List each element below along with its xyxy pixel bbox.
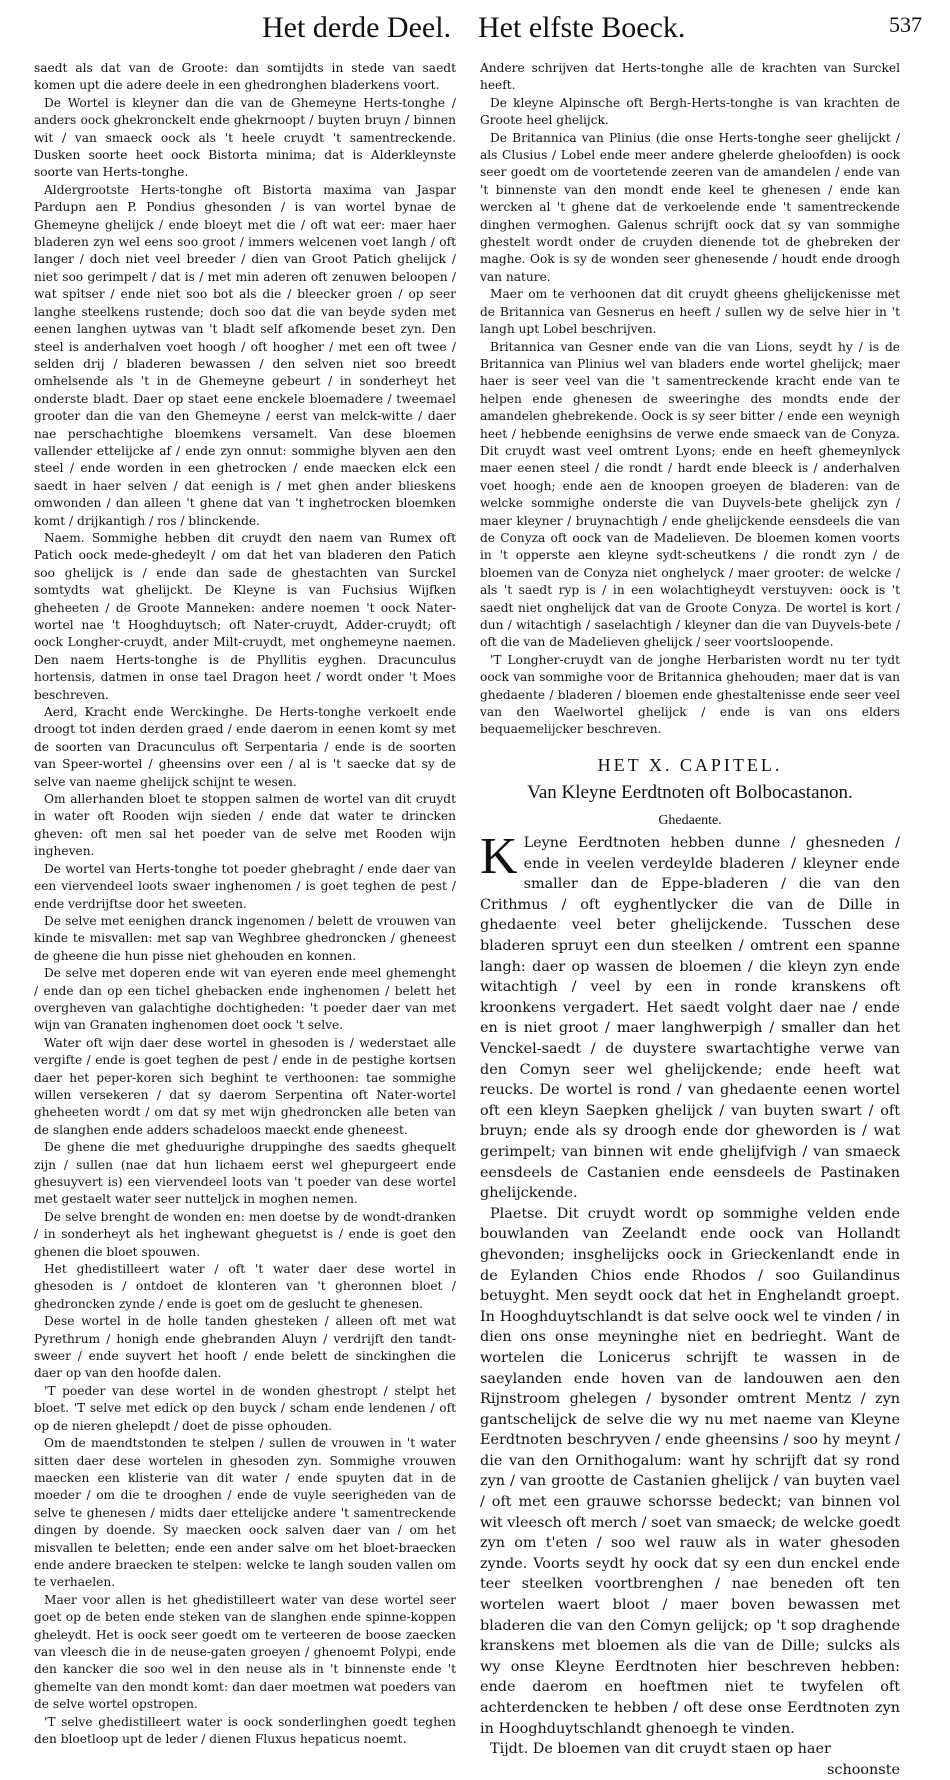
running-head-right: Het elfste Boeck. <box>478 11 686 44</box>
right-column <box>480 60 900 1780</box>
chapter-title: HET X. CAPITEL. <box>597 754 783 775</box>
drop-cap: K <box>480 828 518 886</box>
tijdt-paragraph: Tijdt. De bloemen van dit cruydt staen op haer <box>490 1741 831 1758</box>
right-column-top-text <box>480 60 900 739</box>
left-column-paragraph: De selve met doperen ende wit van eyeren ende meel ghemenght / ende dan op een tichel ghebacken ende inghenomen / belett het overgheven van galachtighe dochtigheden: 't poeder daer van met wijn van Granaten inghenomen doet oock 't selve. <box>34 966 456 1033</box>
left-column-paragraph: De Wortel is kleyner dan die van de Ghemeyne Herts-tonghe / anders oock ghekronckelt ende ghekrnoopt / buyten bruyn / binnen wit / van smaeck oock als 't heele cruydt 't samentreckende. Dusken soorte heet oock Bistorta minima; dat is Alderkleynste soorte van Herts-tonghe. <box>34 95 456 180</box>
left-column-paragraph: Het ghedistilleert water / oft 't water daer dese wortel in ghesoden is / ontdoet de klonteren van 't gheronnen bloet / ghedroncken zynde / ende is goet om de geslucht te ghenesen. <box>34 1262 456 1311</box>
right-column-top-paragraph: De Britannica van Plinius (die onse Herts-tonghe seer ghelijckt / als Clusius / Lobel ende meer andere ghelerde gheloofden) is oock seer goedt om de voortetende zeeren van de amandelen / ende van 't binnenste van den mondt ende keel te ghenesen / ende kan wercken al 't ghene dat de verkoelende ende 't samentreckende dinghen vermoghen. Galenus schrijft oock dat sy van sommighe ghestelt wordt onder de cruyden dienende tot de ghebreken der maghe. Ook is sy de wonden seer ghenesende / houdt ende droogh van nature. <box>480 130 900 284</box>
left-column-paragraph: 'T poeder van dese wortel in de wonden ghestropt / stelpt het bloet. 'T selve met edick op den buyck / scham ende lendenen / oft op de nieren ghelepdt / doet de pisse ophouden. <box>34 1383 456 1433</box>
left-column-paragraph: De selve met eenighen dranck ingenomen / belett de vrouwen van kinde te misvallen: met sap van Weghbree ghedroncken / gheneest de gheene die hun pisse niet ghehouden en konnen. <box>34 913 456 963</box>
plaetse-paragraph: Plaetse. Dit cruydt wordt op sommighe velden ende bouwlanden van Zeelandt ende oock van Hollandt ghevonden; insghelijcks oock in Grieckenlandt ende in de Eylanden Chios ende Rhodos / soo Guilandinus betuyght. Men seydt oock dat het in Enghelandt groept. In Hooghduytschlandt is dat selve oock wel te vinden / in dien ons onse meyninghe niet en bedrieght. Want de wortelen die Lonicerus schrijft te wassen in de saeylanden ende hoven van de landouwen aen den Rijnstroom ghelegen / bysonder omtrent Mentz / zyn gantschelijck de selve die wy nu met naeme van Kleyne Eerdtnoten beschryven / ende gheensins / soo hy meynt / die van den Ornithogalum: want hy schrijft dat sy rond zyn / van grootte de Castanien ghelijck / van buyten vael / oft met een grauwe schorsse bedeckt; van binnen vol wit vleesch oft merch / soet van smaeck; de welcke goedt zyn om t'eten / soo wel rauw als in water ghesoden zynde. Voorts seydt hy oock dat sy een dun enckel ende teer steelken voortbrenghen / nae beneden oft ten wortelen waert bloot / maer boven bewassen met bladeren die van den Comyn gelijck; op 't sop draghende kranskens met bloemen als die van de Dille; sulcks als wy onse Kleyne Eerdtnoten hier beschreven hebben: ende daerom en hoeftmen niet te twyfelen oft achterdencken te hebben / oft dese onse Eerdtnoten zyn in Hooghduytschlandt ghenoegh te vinden. <box>480 1205 900 1737</box>
left-column-paragraph: De selve brenght de wonden en: men doetse by de wondt-dranken / in sonderheyt als het inghewant gheguetst is / ende is goet den ghenen die bloet spouwen. <box>34 1209 456 1259</box>
left-column-paragraph: 'T selve ghedistilleert water is oock sonderlinghen goedt teghen den bloetloop upt de leder / dienen Fluxus hepaticus noemt. <box>34 1714 456 1746</box>
catchword: schoonste <box>827 1761 900 1778</box>
chapter-body <box>480 828 900 1780</box>
left-column-paragraph: De wortel van Herts-tonghe tot poeder ghebraght / ende daer van een viervendeel loots swaer inghenomen / is goet teghen de pest / ende verdrijftse door het sweeten. <box>34 861 456 911</box>
chapter-subtitle: Van Kleyne Eerdtnoten oft Bolbocastanon. <box>527 782 853 804</box>
section-heading: Ghedaente. <box>658 812 722 828</box>
left-column-paragraph: Om de maendtstonden te stelpen / sullen de vrouwen in 't water sitten daer dese wortelen in ghesoden zyn. Sommighe vrouwen maecken een klisterie van dit water / ende spuyten dat in de moeder / om die te drooghen / ende de vuyle seerigheden van de selve te ghenesen / midts daer ettelijcke andere 't samentreckende dingen by doende. Sy maecken oock salven daer van / om het misvallen te beletten; ende een ander salve om het bloet-braecken ende andere braecken te stelpen: welcke te langh souden vallen om te verhaelen. <box>34 1436 456 1590</box>
right-column-top-paragraph: Britannica van Gesner ende van die van Lions, seydt hy / is de Britannica van Plinius wel van bladers ende wortel ghelijck; maer haer is seer veel van die 't samentreckende kracht ende van te helpen ende ghenesen de sweeringhe des mondts ende der amandelen ghebrekende. Oock is sy seer bitter / ende een weynigh heet / hebbende eenighsins de verwe ende smaeck van de Conyza. Dit cruydt wast veel omtrent Lyons; ende en heeft ghemeynlyck maer eenen steel / die rondt / hardt ende bleeck is / anderhalven voet hoogh; ende aen de knoopen groeyen de bladeren: van de welcke sommighe onderste die van Duyvels-bete ghelijck zyn / maer kleyner / bruynachtigh / ende ghelijckende eensdeels die van de Conyza oft oock van de Madelieven. De bloemen komen voorts in 't opperste aen kleyne sydt-scheutkens / die rondt zyn / de bloemen van de Conyza niet onghelyck / maer grooter: de welcke / als 't saedt ryp is / in een wolachtigheydt verstuyven: oock is 't saedt niet onghelijck dat van de Groote Conyza. De wortel is kort / dun / witachtigh / saselachtigh / kleyner dan die van Duyvels-bete / oft die van de Madelieven ghelijck / seer voortsloopende. <box>480 339 900 650</box>
right-column-top-paragraph: Andere schrijven dat Herts-tonghe alle de krachten van Surckel heeft. <box>480 61 900 93</box>
left-column-paragraph: Dese wortel in de holle tanden ghesteken / alleen oft met wat Pyrethrum / honigh ende ghebranden Aluyn / verdrijft den tandt-swеer / ende suyvert het hooft / ende belett de sinckinghen die daer op van den hoofde dalen. <box>34 1314 456 1381</box>
right-column-top-paragraph: 'T Longher-cruydt van de jonghe Herbaristen wordt nu ter tydt oock van sommighe voor de Britannica ghehouden; maer dat is van ghedaente / bladeren / bloemen ende ghestaltenisse ende seer veel van den Waelwortel ghelijck / ende is van ons elders bequaemelijcker beschreven. <box>480 652 900 737</box>
right-column-top-paragraph: De kleyne Alpinsche oft Bergh-Herts-tonghe is van krachten de Groote heel ghelijck. <box>480 95 900 128</box>
left-column-paragraph: De ghene die met gheduurighe druppinghe des saedts ghequelt zijn / sullen (nae dat hun lichaem eerst wel ghepurgeert ende ghesuyvert is) een viervendeel loots van 't poeder van dese wortel met gestaelt water seer nutteljck in moghen nemen. <box>34 1140 456 1207</box>
left-column-paragraph: Maer voor allen is het ghedistilleert water van dese wortel seer goet op de beten ende steken van de slanghen ende spinne-koppen gheleydt. Het is oock seer goedt om te verteeren de boose zaecken van vleesch die in de neuse-gaten groeyen / ghenoemt Polypi, ende den kancker die soo wel in den neuse als in 't binnenste ende 't ghemelte van den mondt komt: dan daer moetmen wat poeders van de selve wortel opstropen. <box>34 1592 456 1712</box>
left-column-paragraph: Naem. Sommighe hebben dit cruydt den naem van Rumex oft Patich oock mede-ghedeylt / om dat het van bladeren den Patich soo ghelijck is / ende dan sade de ghestachten van Surckel somtydts wat ghelijckt. De Kleyne is van Fuchsius Wijfken gheheeten / de Groote Manneken: andere noemen 't oock Nater-wortel nae 't Hooghduytsch; oft Nater-cruydt, Adder-cruydt; oft oock Longher-cruydt, ander Milt-cruydt, met onghemeyne naemen. Den naem Herts-tonghe is de Phyllitis eyghen. Dracunculus hortensis, datmen in onse tael Dragon heet / wordt onder 't Moes beschreven. <box>34 530 456 702</box>
left-column-paragraph: Water oft wijn daer dese wortel in ghesoden is / wederstaet alle vergifte / ende is goet teghen de pest / ende in de pestighe kortsen daer het peper-koren sich beghint te verthoonen: tae sommighe willen versekeren / dat sy daerom Serpentina oft Nater-wortel gheheeten wordt / om dat sy met wijn ghedroncken alle beten van de slanghen ende adders schadeloos maeckt ende gheneest. <box>34 1035 456 1137</box>
running-head-left: Het derde Deel. <box>262 11 452 44</box>
left-column <box>34 60 456 1748</box>
left-column-paragraph: Aerd, Kracht ende Werckinghe. De Herts-tonghe verkoelt ende droogt tot inden derden graed / ende daerom in eenen komt sy met de soorten van Dracunculus oft Serpentaria / ende is de soorten van Speer-wortel / gheensins over een / al is 't saecke dat sy de selve van naeme ghelijck schijnt te wesen. <box>34 705 456 789</box>
left-column-paragraph: Aldergrootste Herts-tonghe oft Bistorta maxima van Jaspar Pardupn aen P. Pondius ghesonden / is van wortel bynae de Ghemeyne ghelijck / ende bloeyt met die / oft wat eer: maer haer bladeren zyn wel eens soo groot / immers welcenen voet langh / oft langer / doch niet veel breeder / dien van Groot Patich ghelijck / niet soo gerimpelt / dat is / met min aderen oft zenuwen beloopen / wat spitser / ende niet soo bot als die / bleecker groen / op seer langhe steelkens rustende; doch soo dat die van beyde syden met eenen langhen uytwas van 't bladt self afkomende beset zyn. Den steel is anderhalven voet hoogh / oft hoogher / met een oft twee / selden drij / bladeren bewassen / den selven niet soo breedt omhelsende als 't in de Ghemeyne gebeurt / in sonderheyt het onderste bladt. Daer op staet eene enckele bloemadere / tweemael grooter dan die van den Ghemeyne / eerst van melck-witte / daer nae perschachtighe bloemkens versamelt. Van dese bloemen vallender ettelijcke af / ende zyn onnut: sommighe blyven aen den steel / ende worden in een ghetrocken / ende maecken elck een saedt in haer selven / dat eenigh is / met ghen ander blieskens omwonden / dan alleen 't ghene dat van 't inghetrocken bloemken komt / drijkantigh / ros / blinckende. <box>34 182 456 528</box>
right-column-top-paragraph: Maer om te verhoonen dat dit cruydt gheens ghelijckenisse met de Britannica van Gesnerus en heeft / sullen wy de selve hier in 't langh upt Lobel beschrijven. <box>480 287 900 337</box>
intro-paragraph: K Leyne Eerdtnoten hebben dunne / ghesneden / ende in veelen verdeylde bladeren / kleyner ende smaller dan de Eppe-bladeren / die van den Crithmus / oft eyghentlycker die van de Dille in ghedaente veel beter ghelijckende. Tusschen dese bladeren spruyt een dun steelken / omtrent een spanne langh: daer op wassen de bloemen / die kleyn zyn ende witachtigh / veel by een in ronde kranskens oft kroonkens vergadert. Het saedt volght daer nae / ende en is niet groot / maer langhwerpigh / smaller dan het Venckel-saedt / de duystere swartachtighe verwe van den Comyn seer wel ghelijckende; ende heeft wat reucks. De wortel is rond / van ghedaente eenen wortel oft een kleyn Saepken ghelijck / van buyten swart / oft bruyn; ende als sy droogh ende dor gheworden is / wat gerimpelt; van binnen wit ende ghelijfvigh / van smaeck eensdeels de Castanien ende eensdeels de Pastinaken ghelijckende. <box>480 828 900 1202</box>
left-column-paragraph: Om allerhanden bloet te stoppen salmen de wortel van dit cruydt in water oft Rooden wijn sieden / ende dat water te drincken gheven: oft men sal het poeder van de selve met Rooden wijn ingheven. <box>34 792 456 859</box>
page-number: 537 <box>889 12 922 37</box>
left-column-paragraph: saedt als dat van de Groote: dan somtijdts in stede van saedt komen upt die adere deele in een ghedronghen bladerkens voort. <box>34 61 456 93</box>
